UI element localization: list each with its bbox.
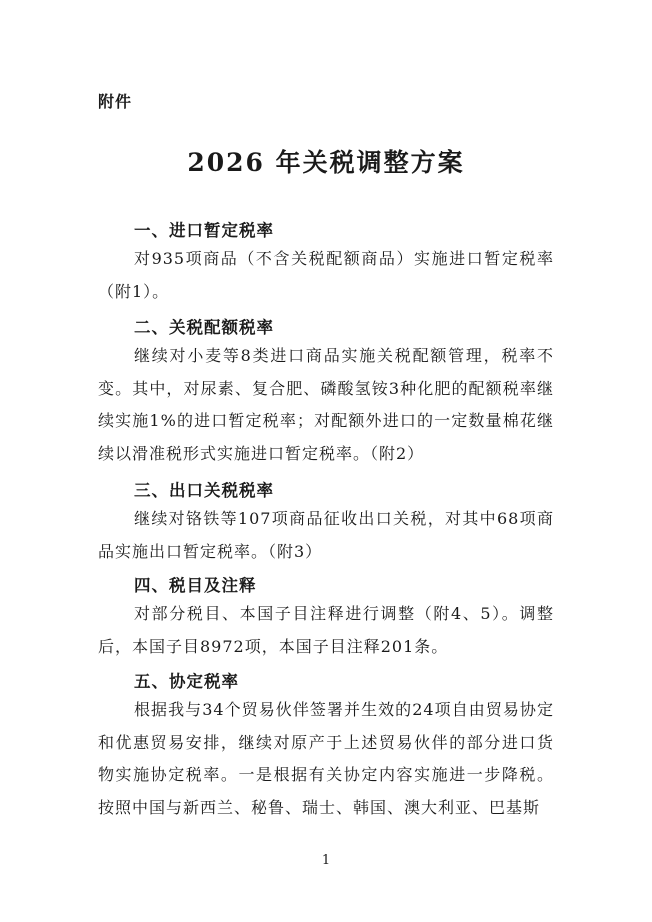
section-paragraph-2: 继续对小麦等8类进口商品实施关税配额管理，税率不变。其中，对尿素、复合肥、磷酸氢铵3种化肥的配额税率继续实施1%的进口暂定税率；对配额外进口的一定数量棉花继续以滑准税形式实施进口暂定税率。（附2） (98, 346, 554, 463)
section-paragraph-4: 对部分税目、本国子目注释进行调整（附4、5）。调整后，本国子目8972项，本国子目注释201条。 (98, 604, 554, 656)
page-number: 1 (321, 853, 331, 868)
document-title: 2026 年关税调整方案 (187, 148, 465, 177)
section-paragraph-1: 对935项商品（不含关税配额商品）实施进口暂定税率（附1）。 (98, 249, 554, 301)
section-heading-5: 五、协定税率 (134, 672, 239, 691)
section-heading-1: 一、进口暂定税率 (134, 221, 274, 240)
section-paragraph-5: 根据我与34个贸易伙伴签署并生效的24项自由贸易协定和优惠贸易安排，继续对原产于上述贸易伙伴的部分进口货物实施协定税率。一是根据有关协定内容实施进一步降税。按照中国与新西兰、秘鲁、瑞士、韩国、澳大利亚、巴基斯 (98, 700, 554, 817)
section-heading-3: 三、出口关税税率 (134, 481, 274, 500)
section-paragraph-3: 继续对铬铁等107项商品征收出口关税，对其中68项商品实施出口暂定税率。（附3） (98, 509, 554, 561)
section-heading-2: 二、关税配额税率 (134, 318, 274, 337)
section-heading-4: 四、税目及注释 (134, 576, 257, 595)
attachment-label: 附件 (98, 92, 133, 111)
